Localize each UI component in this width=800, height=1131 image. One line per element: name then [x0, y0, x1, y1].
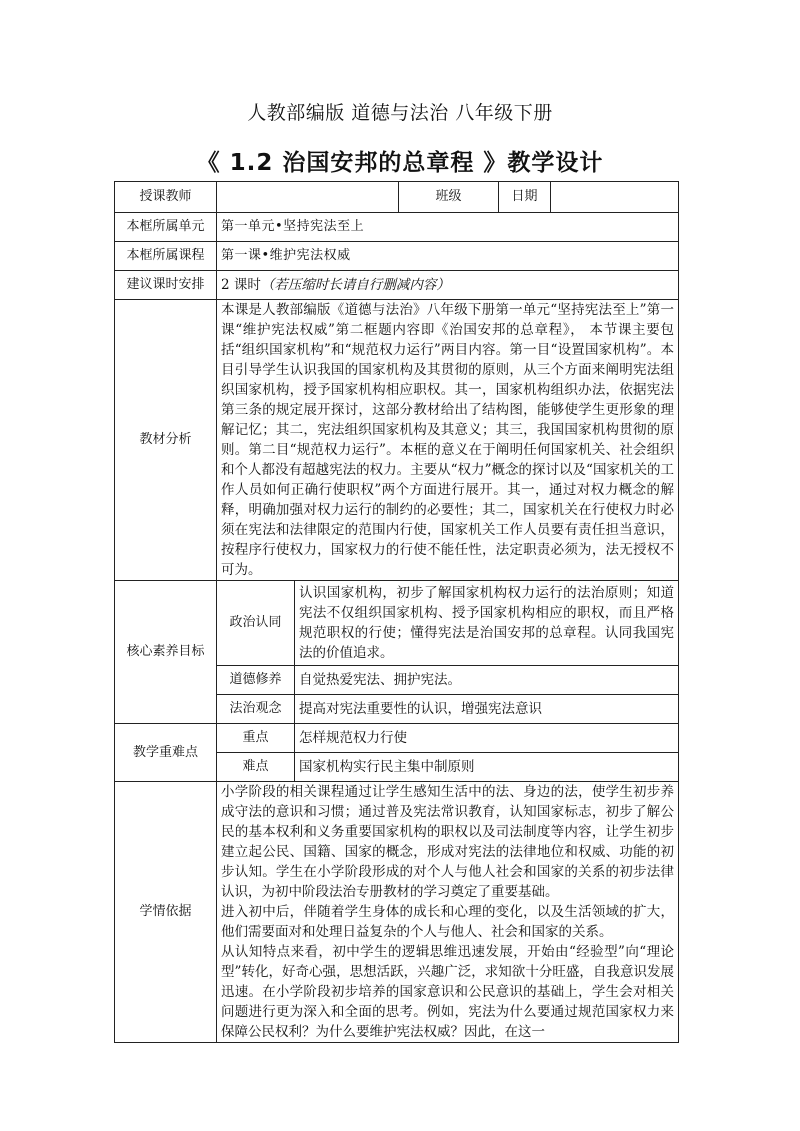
learner-paragraph: 小学阶段的相关课程通过让学生感知生活中的法、身边的法，使学生初步养成守法的意识和习惯；通过普及宪法常识教育，认知国家标志，初步了解公民的基本权利和义务重要国家机构的职权以及司法制度等内容，让学生初步建立起公民、国籍、国家的概念，形成对宪法的法律地位和权威、功能的初步认知。学生在小学阶段形成的对个人与他人社会和国家的关系的初步法律认识，为初中阶段法治专册教材的学习奠定了重要基础。: [221, 784, 674, 900]
header-info-row: [115, 182, 679, 213]
class-label: 班级: [399, 182, 499, 213]
course-value: 第一课•维护宪法权威: [217, 242, 679, 271]
unit-row: [115, 213, 679, 242]
hours-label: 建议课时安排: [115, 271, 217, 300]
focus-text: 怎样规范权力行使: [295, 724, 679, 753]
document-title: 《 1.2 治国安邦的总章程 》教学设计: [196, 150, 604, 176]
lesson-design-table: [114, 181, 679, 1043]
analysis-label: 教材分析: [115, 300, 217, 581]
learner-row: [115, 782, 679, 1043]
hours-cell: [217, 271, 679, 300]
focus-label: 重点: [217, 724, 295, 753]
literacy-item-text: 自觉热爱宪法、拥护宪法。: [295, 666, 679, 695]
analysis-row: [115, 300, 679, 581]
teacher-label: 授课教师: [115, 182, 217, 213]
date-value: [551, 182, 679, 213]
literacy-item-label: 政治认同: [217, 581, 295, 666]
learner-paragraph: 从认知特点来看，初中学生的逻辑思维迅速发展，开始由“经验型”向“理论型”转化，好奇心强，思想活跃，兴趣广泛，求知欲十分旺盛，自我意识发展迅速。在小学阶段初步培养的国家意识和公民意识的基础上，学生会对相关问题进行更为深入和全面的思考。例如，宪法为什么要通过规范国家权力来保障公民权利？为什么要维护宪法权威？因此，在这一: [221, 944, 674, 1040]
difficulty-text: 国家机构实行民主集中制原则: [295, 753, 679, 782]
unit-label: 本框所属单元: [115, 213, 217, 242]
learner-paragraph: 进入初中后，伴随着学生身体的成长和心理的变化，以及生活领域的扩大，他们需要面对和处理日益复杂的个人与他人、社会和国家的关系。: [221, 904, 674, 940]
hours-note: （若压缩时长请自行删减内容）: [260, 277, 450, 293]
hours-value: 2 课时: [221, 277, 261, 293]
course-row: [115, 242, 679, 271]
teacher-value: [217, 182, 399, 213]
course-label: 本框所属课程: [115, 242, 217, 271]
focus-row: [115, 724, 679, 753]
learner-label: 学情依据: [115, 782, 217, 1043]
literacy-item-label: 道德修养: [217, 666, 295, 695]
learner-text: [217, 782, 679, 1043]
literacy-item-text: 认识国家机构，初步了解国家机构权力运行的法治原则；知道宪法不仅组织国家机构、授予国家机构相应的职权，而且严格规范职权的行使；懂得宪法是治国安邦的总章程。认同我国宪法的价值追求。: [295, 581, 679, 666]
hours-row: [115, 271, 679, 300]
keypoints-label: 教学重难点: [115, 724, 217, 782]
literacy-label: 核心素养目标: [115, 581, 217, 724]
unit-value: 第一单元•坚持宪法至上: [217, 213, 679, 242]
literacy-item-label: 法治观念: [217, 695, 295, 724]
document-subtitle: 人教部编版 道德与法治 八年级下册: [247, 102, 553, 124]
analysis-text: 本课是人教部编版《道德与法治》八年级下册第一单元“坚持宪法至上”第一课“维护宪法权威”第二框题内容即《治国安邦的总章程》， 本节课主要包括“组织国家机构”和“规范权力运行”两目内容。第一目“设置国家机构”。本目引导学生认识我国的国家机构及其贯彻的原则，从三个方面来阐明宪法组织国家机构，授予国家机构相应职权。其一，国家机构组织办法，依据宪法第三条的规定展开探讨，这部分教材给出了结构图，能够使学生更形象的理解记忆；其二，宪法组织国家机构及其意义；其三，我国国家机构贯彻的原则。第二目“规范权力运行”。本框的意义在于阐明任何国家机关、社会组织和个人都没有超越宪法的权力。主要从“权力”概念的探讨以及“国家机关的工作人员如何正确行使职权”两个方面进行展开。其一，通过对权力概念的解释，明确加强对权力运行的制约的必要性；其二，国家机关在行使权力时必须在宪法和法律限定的范围内行使，国家机关工作人员要有责任担当意识，按程序行使权力，国家权力的行使不能任性，法定职责必须为，法无授权不可为。: [217, 300, 679, 581]
literacy-item-text: 提高对宪法重要性的认识，增强宪法意识: [295, 695, 679, 724]
literacy-row-political: [115, 581, 679, 666]
difficulty-label: 难点: [217, 753, 295, 782]
date-label: 日期: [499, 182, 551, 213]
